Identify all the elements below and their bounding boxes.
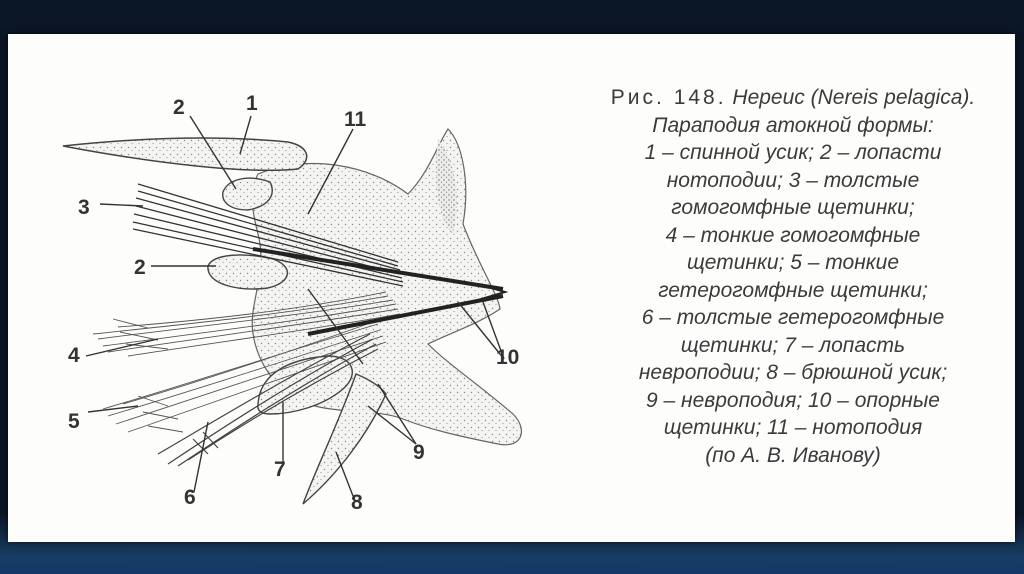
caption-line-5: щетинки; 5 – тонкие (686, 251, 900, 274)
notopodial-lobe-lower (208, 255, 288, 289)
caption-line-3: гомогомфные щетинки; (671, 196, 915, 219)
caption-line-9: невроподии; 8 – брюшной усик; (638, 361, 948, 384)
label-8: 8 (351, 491, 363, 514)
label-3: 3 (78, 196, 90, 219)
label-5: 5 (68, 410, 80, 433)
caption-line-4: 4 – тонкие гомогомфные (665, 223, 921, 247)
caption-source: (по А. В. Иванову) (705, 443, 881, 467)
caption-line-11: щетинки; 11 – нотоподия (663, 416, 923, 439)
label-2-lower: 2 (134, 256, 146, 279)
label-7: 7 (274, 458, 286, 481)
label-10: 10 (496, 346, 520, 369)
label-6: 6 (184, 486, 196, 509)
caption-title (593, 84, 993, 139)
caption-title-text: Нереис (Nereis pelagica). Параподия атокной формы: (652, 86, 976, 137)
caption-line-2: нотоподии; 3 – толстые (666, 168, 920, 192)
caption-line-7: 6 – толстые гетерогомфные (641, 306, 945, 329)
label-9: 9 (413, 441, 425, 464)
figure-caption (593, 84, 993, 469)
label-11: 11 (344, 108, 367, 131)
caption-figure-label: Рис. 148. (610, 86, 727, 109)
parapodium-figure (8, 34, 608, 542)
label-2-upper: 2 (173, 96, 185, 119)
caption-line-10: 9 – невроподия; 10 – опорные (646, 388, 940, 412)
label-4: 4 (68, 344, 80, 367)
label-1: 1 (246, 92, 258, 115)
caption-line-8: щетинки; 7 – лопасть (680, 333, 906, 357)
dorsal-cirrus (63, 138, 307, 170)
caption-line-6: гетерогомфные щетинки; (658, 278, 928, 302)
caption-line-1: 1 – спинной усик; 2 – лопасти (644, 141, 942, 164)
slide (8, 34, 1015, 542)
